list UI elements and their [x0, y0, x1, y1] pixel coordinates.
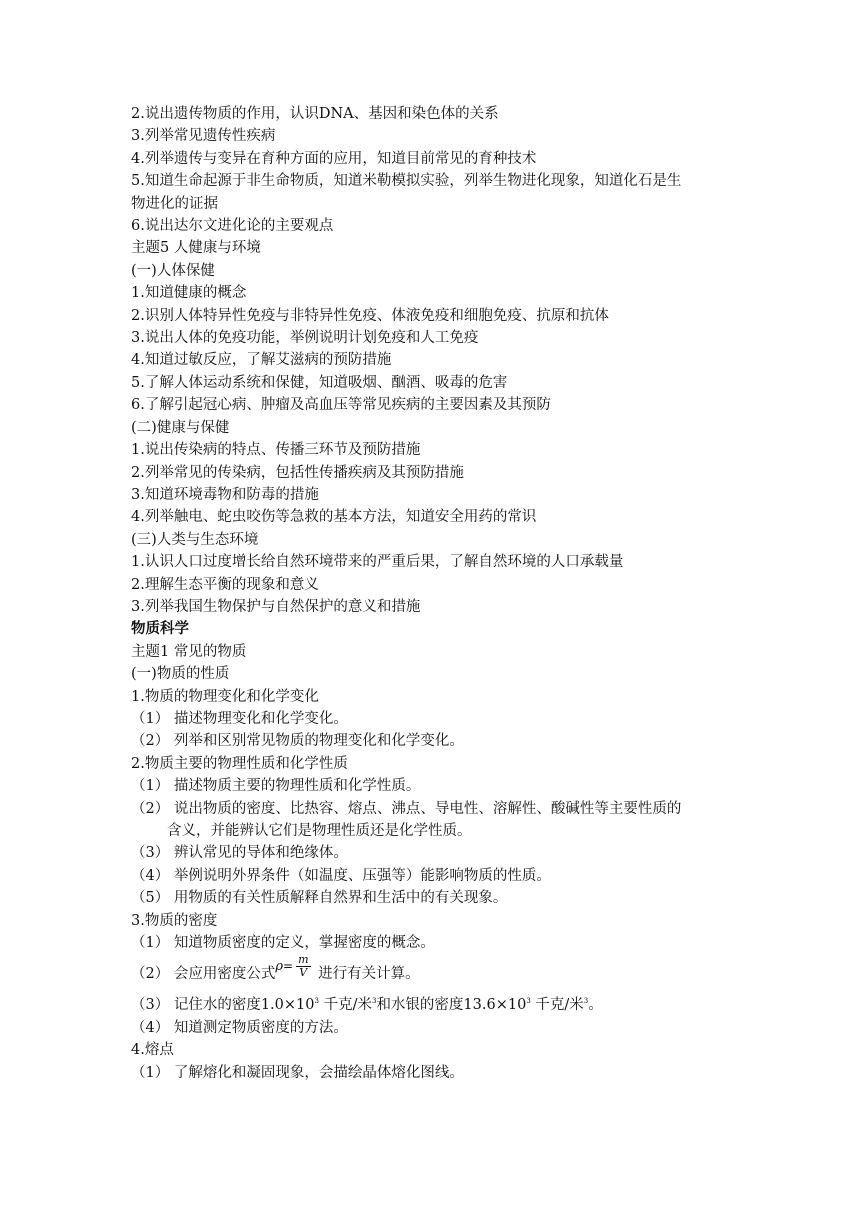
topic-heading: 主题1 常见的物质: [131, 643, 247, 660]
list-item: （5） 用物质的有关性质解释自然界和生活中的有关现象。: [131, 890, 508, 907]
exponent: 3: [526, 997, 531, 1006]
text-line: 1.物质的物理变化和化学变化: [131, 688, 319, 705]
text-line: 3.说出人体的免疫功能，举例说明计划免疫和人工免疫: [131, 330, 479, 347]
topic-heading: 主题5 人健康与环境: [131, 240, 261, 257]
formula-prefix: （2） 会应用密度公式: [131, 966, 276, 983]
text-line: 3.列举我国生物保护与自然保护的意义和措施: [131, 598, 421, 615]
text-line: 2.识别人体特异性免疫与非特异性免疫、体液免疫和细胞免疫、抗原和抗体: [131, 307, 609, 324]
list-item: （1） 描述物质主要的物理性质和化学性质。: [131, 778, 421, 795]
list-item: （1） 描述物理变化和化学变化。: [131, 710, 348, 727]
subsection-heading: (一)物质的性质: [131, 666, 230, 683]
density-text-4: 千克/米: [530, 997, 584, 1014]
text-line: 2.列举常见的传染病，包括性传播疾病及其预防措施: [131, 464, 464, 481]
subsection-heading: (二)健康与保健: [131, 419, 230, 436]
exponent: 3: [583, 997, 589, 1006]
text-line: 4.列举触电、蛇虫咬伤等急救的基本方法，知道安全用药的常识: [131, 509, 537, 526]
list-item: （4） 知道测定物质密度的方法。: [131, 1019, 348, 1036]
text-line: 6.说出达尔文进化论的主要观点: [131, 218, 334, 235]
exponent: 3: [371, 997, 377, 1006]
text-line: 5.知道生命起源于非生命物质，知道米勒模拟实验，列举生物进化现象，知道化石是生: [131, 173, 682, 190]
text-line: 3.知道环境毒物和防毒的措施: [131, 486, 319, 503]
text-line: 1.说出传染病的特点、传播三环节及预防措施: [131, 442, 421, 459]
text-line: 3.列举常见遗传性疾病: [131, 128, 276, 145]
text-line: 1.知道健康的概念: [131, 285, 247, 302]
list-item: （1） 知道物质密度的定义，掌握密度的概念。: [131, 935, 435, 952]
density-formula-line: [131, 954, 751, 994]
formula-suffix: 进行有关计算。: [313, 966, 420, 983]
subsection-heading: (一)人体保健: [131, 262, 215, 279]
text-line: 1.认识人口过度增长给自然环境带来的严重后果，了解自然环境的人口承载量: [131, 554, 624, 571]
text-line: 4.熔点: [131, 1042, 174, 1059]
formula-rho: ρ: [275, 959, 283, 975]
formula-fraction: [296, 954, 310, 979]
density-values-line: [131, 994, 751, 1016]
density-text-3: 和水银的密度13.6×10: [376, 997, 527, 1014]
text-line: 2.说出遗传物质的作用，认识DNA、基因和染色体的关系: [131, 106, 499, 122]
text-line: 3.物质的密度: [131, 912, 218, 929]
density-text-2: 千克/米: [318, 997, 372, 1014]
subsection-heading: (三)人类与生态环境: [131, 531, 259, 548]
formula-numerator: m: [298, 952, 309, 966]
text-line: 5.了解人体运动系统和保健，知道吸烟、酗酒、吸毒的危害: [131, 374, 508, 391]
density-text-1: （3） 记住水的密度1.0×10: [131, 997, 315, 1014]
exponent: 3: [314, 997, 319, 1006]
text-line: 2.物质主要的物理性质和化学性质: [131, 755, 348, 772]
document-page: [131, 103, 751, 1084]
list-item: （4） 举例说明外界条件（如温度、压强等）能影响物质的性质。: [131, 867, 551, 884]
text-line: 物进化的证据: [131, 195, 218, 212]
list-item: （2） 列举和区别常见物质的物理变化和化学变化。: [131, 733, 464, 750]
section-heading: 物质科学: [131, 621, 189, 638]
text-line: 4.列举遗传与变异在育种方面的应用，知道目前常见的育种技术: [131, 150, 537, 167]
list-item: （2） 说出物质的密度、比热容、熔点、沸点、导电性、溶解性、酸碱性等主要性质的: [131, 800, 682, 817]
density-text-5: 。: [588, 997, 603, 1014]
list-item-continuation: 含义，并能辨认它们是物理性质还是化学性质。: [167, 823, 472, 839]
formula-denominator: V: [299, 965, 308, 979]
text-line: 4.知道过敏反应，了解艾滋病的预防措施: [131, 352, 392, 369]
list-item: （1） 了解熔化和凝固现象，会描绘晶体熔化图线。: [131, 1064, 464, 1081]
text-line: 6.了解引起冠心病、肿瘤及高血压等常见疾病的主要因素及其预防: [131, 397, 551, 414]
list-item: （3） 辨认常见的导体和绝缘体。: [131, 845, 348, 862]
text-line: 2.理解生态平衡的现象和意义: [131, 576, 319, 593]
formula-equals: =: [283, 959, 294, 974]
